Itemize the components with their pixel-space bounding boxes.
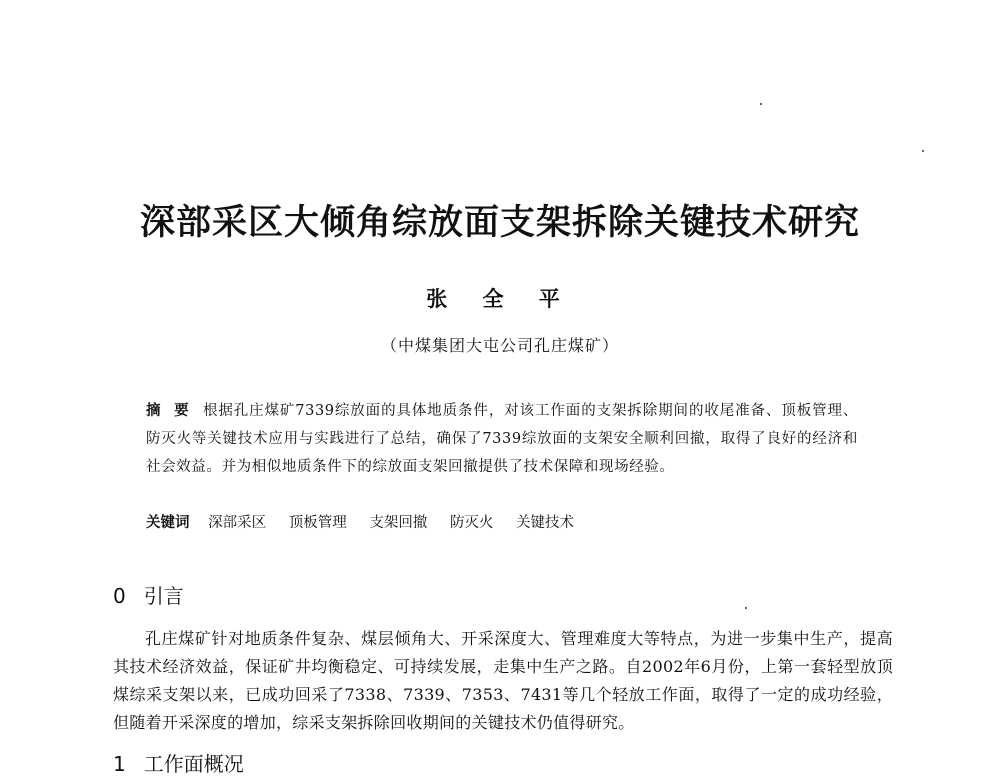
abstract-text: 根据孔庄煤矿7339综放面的具体地质条件，对该工作面的支架拆除期间的收尾准备、顶板管理、防灭火等关键技术应用与实践进行了总结，确保了7339综放面的支架安全顺利回撤，取得了良好的经济和社会效益。并为相似地质条件下的综放面支架回撤提供了技术保障和现场经验。 xyxy=(146,403,858,475)
keywords xyxy=(146,509,858,537)
intro-paragraph: 孔庄煤矿针对地质条件复杂、煤层倾角大、开采深度大、管理难度大等特点，为进一步集中生产，提高其技术经济效益，保证矿井均衡稳定、可持续发展，走集中生产之路。自2002年6月份，上第一套轻型放顶煤综采支架以来，已成功回采了7338、7339、7353、7431等几个轻放工作面，取得了一定的成功经验，但随着开采深度的增加，综采支架拆除回收期间的关键技术仍值得研究。 xyxy=(113,629,893,732)
paper-title: 深部采区大倾角综放面支架拆除关键技术研究 xyxy=(139,202,860,243)
section-title: 工作面概况 xyxy=(143,752,244,776)
keyword: 防灭火 xyxy=(449,515,494,531)
section-number: 1 xyxy=(113,752,126,776)
keyword: 支架回撤 xyxy=(369,515,428,531)
section-heading-overview xyxy=(113,748,244,777)
abstract xyxy=(146,397,858,481)
abstract-label: 摘 要 xyxy=(146,403,193,419)
keyword: 关键技术 xyxy=(516,515,575,531)
scan-speck xyxy=(922,150,924,152)
keyword: 顶板管理 xyxy=(288,515,347,531)
paper-author: 张 全 平 xyxy=(426,286,574,311)
scan-speck xyxy=(760,103,762,105)
section-heading-introduction xyxy=(113,580,184,609)
keywords-label: 关键词 xyxy=(146,515,190,531)
scan-speck xyxy=(745,607,747,609)
keyword: 深部采区 xyxy=(208,515,267,531)
paper-affiliation: （中煤集团大屯公司孔庄煤矿） xyxy=(380,336,619,355)
section-number: 0 xyxy=(113,584,126,608)
section-title: 引言 xyxy=(143,584,184,608)
